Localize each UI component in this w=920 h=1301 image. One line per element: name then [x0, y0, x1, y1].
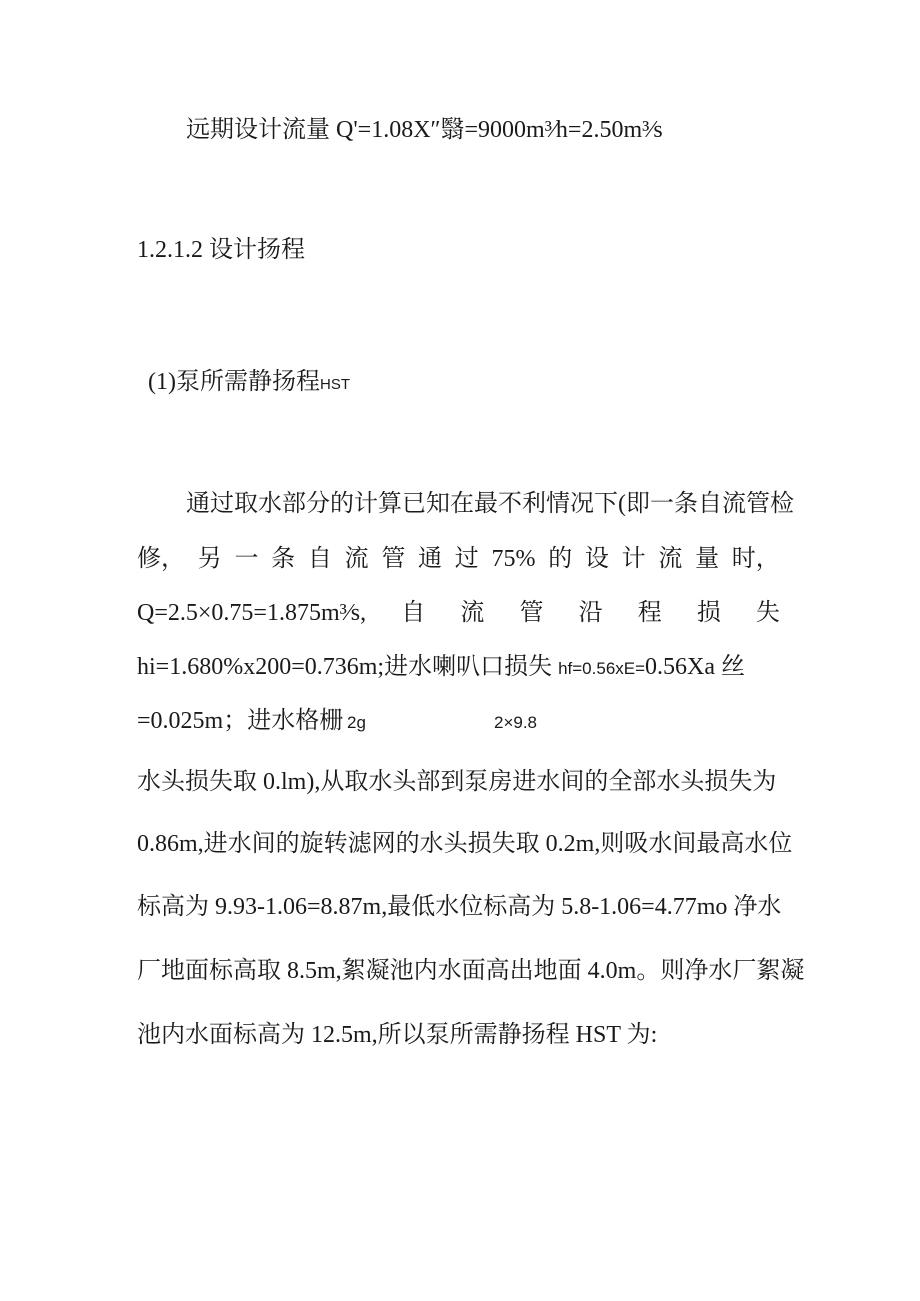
line2-token: 的 [548, 546, 573, 572]
subsection-heading-suffix: HST [319, 376, 350, 393]
paragraph-line-8: 标高为 9.93-1.06=8.87m,最低水位标高为 5.8-1.06=4.77mo 净水 [137, 894, 782, 920]
line2-token: 自 [307, 546, 332, 572]
line3-token: 失 [755, 600, 780, 626]
paragraph-line-9: 厂地面标高取 8.5m,絮凝池内水面高出地面 4.0m。则净水厂絮凝 [137, 958, 805, 984]
paragraph-line-4 [137, 652, 745, 684]
paragraph-line-1: 通过取水部分的计算已知在最不利情况下(即一条自流管检 [186, 491, 794, 517]
line3-token: 程 [637, 600, 662, 626]
line2-token: 量 [695, 546, 720, 572]
line2-token: 计 [621, 546, 646, 572]
line2-token: 流 [658, 546, 683, 572]
flow-formula-line: 远期设计流量 Q'=1.08X″翳=9000m³⁄h=2.50m³⁄s [186, 117, 663, 143]
line4-text-c: 0.56Xa 丝 [645, 654, 746, 680]
line2-token: 另 [197, 546, 222, 572]
line2-token: 流 [344, 546, 369, 572]
paragraph-line-6: 水头损失取 0.lm),从取水头部到泵房进水间的全部水头损失为 [137, 769, 777, 795]
line5-fraction-denominator: 2g [347, 713, 366, 732]
line5-text-a: =0.025m；进水格栅 [137, 708, 344, 734]
line3-token: Q=2.5×0.75=1.875m³⁄s, [137, 600, 367, 626]
line2-token: 条 [271, 546, 296, 572]
line3-token: 损 [696, 600, 721, 626]
paragraph-line-3 [137, 598, 780, 628]
line2-token: 管 [381, 546, 406, 572]
line5-fraction-value: 2×9.8 [494, 713, 538, 732]
line3-token: 自 [401, 600, 426, 626]
line2-token: 75% [491, 546, 536, 572]
line3-token: 流 [460, 600, 485, 626]
subsection-heading-text: (1)泵所需静扬程 [148, 369, 320, 395]
paragraph-line-5 [137, 706, 343, 736]
line2-token: 时， [731, 546, 780, 572]
paragraph-line-10: 池内水面标高为 12.5m,所以泵所需静扬程 HST 为: [137, 1022, 658, 1048]
line4-text-a: hi=1.680%x200=0.736m;进水喇叭口损失 [137, 654, 553, 680]
line2-token: 一 [234, 546, 259, 572]
line2-token: 设 [584, 546, 609, 572]
paragraph-line-7: 0.86m,进水间的旋转滤网的水头损失取 0.2m,则吸水间最高水位 [137, 831, 793, 857]
section-heading: 1.2.1.2 设计扬程 [137, 237, 305, 263]
paragraph-line-2 [137, 544, 780, 574]
line4-text-b: hf=0.56xE= [558, 659, 646, 678]
line3-token: 沿 [578, 600, 603, 626]
line2-token: 过 [454, 546, 479, 572]
line2-token: 修， [137, 546, 185, 572]
subsection-heading [148, 367, 350, 400]
line2-token: 通 [418, 546, 443, 572]
line3-token: 管 [519, 600, 544, 626]
